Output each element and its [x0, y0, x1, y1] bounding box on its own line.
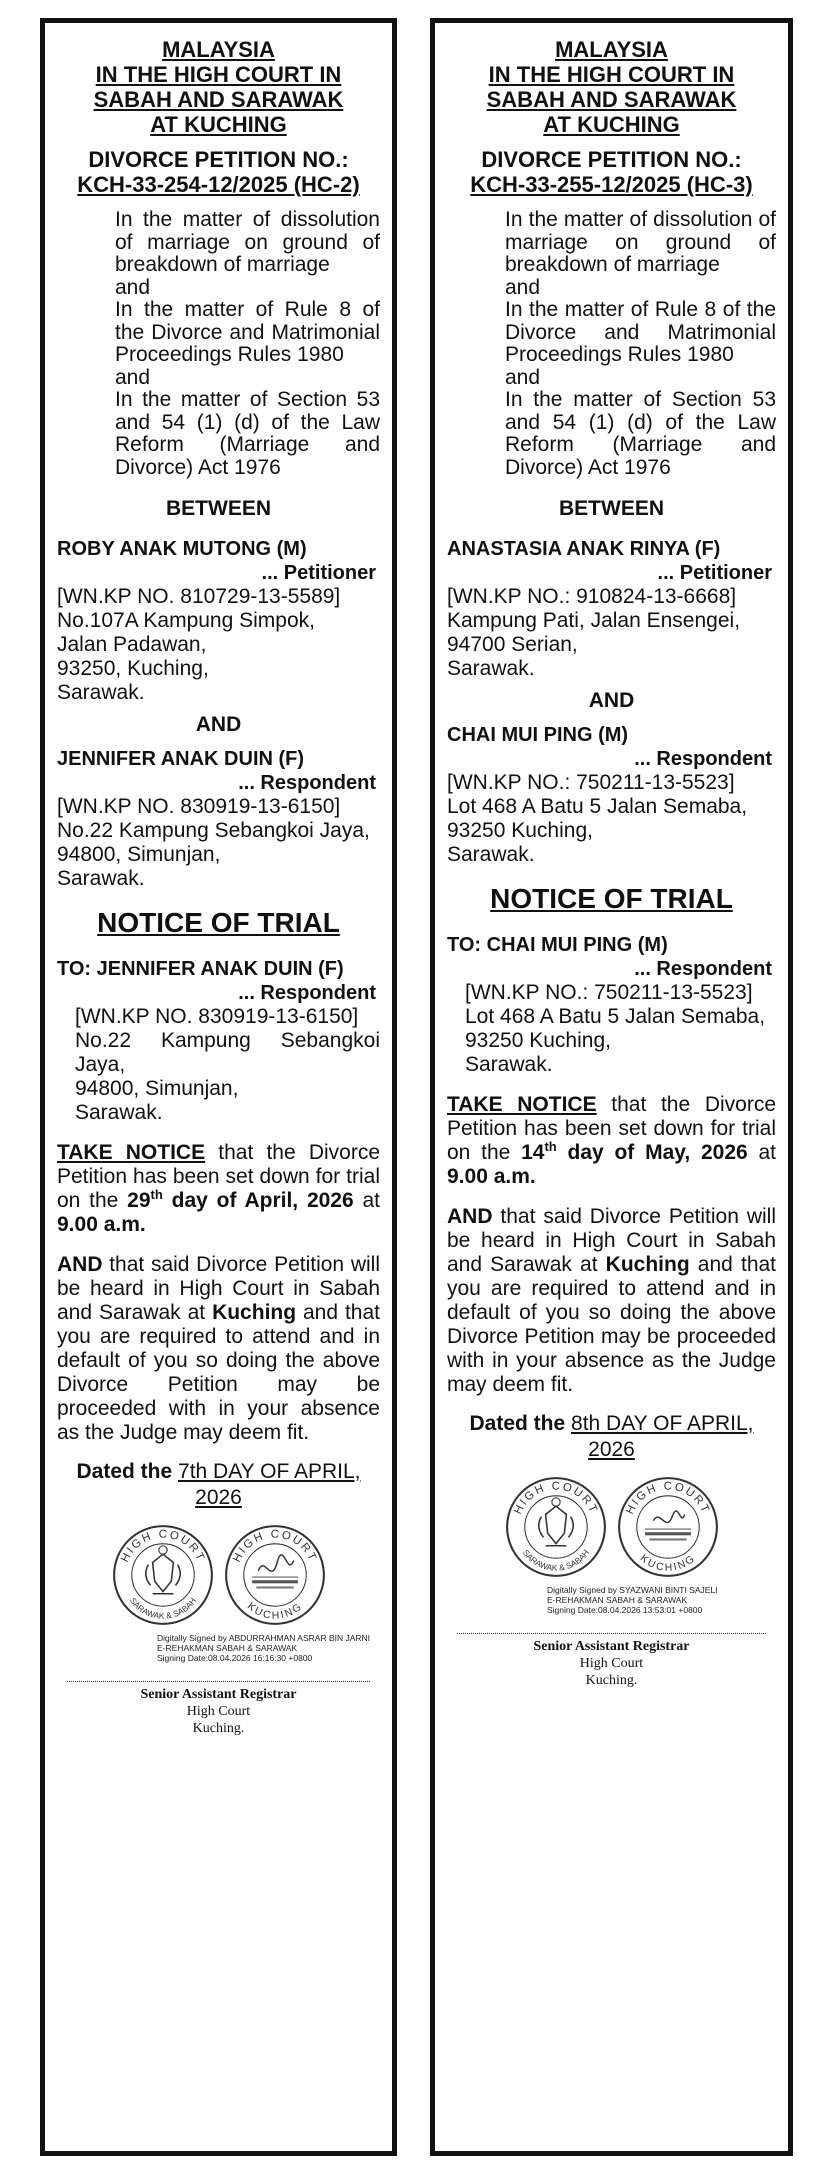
matter-and-2: and: [115, 365, 151, 389]
petitioner-address: [447, 585, 776, 681]
matter-2: In the matter of Rule 8 of the Divorce and Matrimonial Proceedings Rules 1980: [505, 298, 776, 366]
to-role: ... Respondent: [634, 958, 772, 980]
and-heading: AND: [195, 713, 242, 736]
dated-label: Dated the: [469, 1412, 572, 1435]
court-line-3: AT KUCHING: [543, 112, 680, 137]
seal-text: HIGH COURT: [511, 1480, 600, 1517]
petitioner-addr-3: Sarawak.: [447, 657, 535, 680]
signed-line-1: Digitally Signed by SYAZWANI BINTI SAJELI: [547, 1585, 718, 1595]
and-word: AND: [57, 1253, 103, 1276]
petitioner-address: [57, 585, 380, 705]
country-heading: MALAYSIA: [162, 37, 275, 62]
seal-text-2: HIGH COURT: [230, 1528, 319, 1565]
signature-line: [67, 1681, 370, 1682]
signed-line-3: Signing Date:08.04.2026 16:16:30 +0800: [157, 1653, 313, 1663]
court-line-1: IN THE HIGH COURT IN: [95, 62, 342, 87]
petitioner-ic: [WN.KP NO.: 910824-13-6668]: [447, 585, 737, 608]
notice-left: [40, 18, 397, 2156]
heard-paragraph: [57, 1253, 380, 1445]
country-heading: MALAYSIA: [555, 37, 668, 62]
between-heading: BETWEEN: [559, 497, 664, 520]
notice-text-1: that the Divorce Petition has been set down for trial on the: [57, 1141, 380, 1212]
matter-and-1: and: [115, 275, 151, 299]
petitioner-addr-2: 94700 Serian,: [447, 633, 578, 656]
notice-right: [430, 18, 793, 2156]
respondent-address: [57, 795, 380, 891]
matter-3: In the matter of Section 53 and 54 (1) (d) of the Law Reform (Marriage and Divorce) Act 1976: [505, 388, 776, 479]
respondent-role: ... Respondent: [634, 748, 772, 770]
respondent-address: [447, 771, 776, 867]
respondent-addr-3: Sarawak.: [447, 843, 535, 866]
dated-line: [57, 1459, 380, 1511]
matter-1: In the matter of dissolution of marriage on ground of breakdown of marriage: [115, 208, 380, 276]
registrar-title: Senior Assistant Registrar: [533, 1639, 690, 1654]
signature-seal-icon: [616, 1475, 720, 1579]
respondent-addr-1: No.22 Kampung Sebangkoi Jaya,: [57, 819, 370, 842]
seals-row: [447, 1475, 776, 1579]
seal-sub: SARAWAK & SABAH: [520, 1547, 591, 1573]
notice-text-2: at: [353, 1189, 380, 1212]
signed-line-2: E-REHAKMAN SABAH & SARAWAK: [157, 1643, 298, 1653]
signed-line-3: Signing Date:08.04.2026 13:53:01 +0800: [547, 1605, 703, 1615]
notice-title: NOTICE OF TRIAL: [490, 883, 733, 914]
seal-sub: SARAWAK & SABAH: [127, 1595, 198, 1621]
take-notice-paragraph: [57, 1141, 380, 1237]
between-heading: BETWEEN: [166, 497, 271, 520]
registrar-court: High Court: [186, 1704, 251, 1719]
notice-text-1: that the Divorce Petition has been set down for trial on the: [447, 1093, 776, 1164]
svg-text:HIGH COURT: [231, 1528, 319, 1564]
heard-place: Kuching: [212, 1301, 297, 1324]
petitioner-addr-1: Kampung Pati, Jalan Ensengei,: [447, 609, 741, 632]
notice-text-2: at: [747, 1141, 776, 1164]
take-notice-paragraph: [447, 1093, 776, 1189]
dated-label: Dated the: [76, 1460, 179, 1483]
petitioner-name: ANASTASIA ANAK RINYA (F): [447, 538, 721, 560]
respondent-ic: [WN.KP NO. 830919-13-6150]: [57, 795, 341, 818]
notice-title: NOTICE OF TRIAL: [97, 907, 340, 938]
svg-text:HIGH COURT: [624, 1480, 712, 1516]
court-seal-icon: [504, 1475, 608, 1579]
matter-and-1: and: [505, 275, 541, 299]
heard-text-2: and that you are required to attend and in default of you so doing the above Divorce Petition may be proceeded with in your absence as the Judge may deem fit.: [447, 1253, 777, 1396]
heard-place: Kuching: [605, 1253, 690, 1276]
petitioner-name: ROBY ANAK MUTONG (M): [57, 538, 307, 560]
trial-day: 29: [127, 1189, 151, 1212]
matter-and-2: and: [505, 365, 541, 389]
to-ic: [WN.KP NO.: 750211-13-5523]: [465, 981, 753, 1004]
registrar-place: Kuching.: [192, 1721, 245, 1736]
and-heading: AND: [588, 689, 635, 712]
petition-number: KCH-33-254-12/2025 (HC-2): [77, 172, 360, 197]
seal-sub-2: KUCHING: [637, 1552, 698, 1574]
matter-3: In the matter of Section 53 and 54 (1) (d) of the Law Reform (Marriage and Divorce) Act 1976: [115, 388, 380, 479]
to-role: ... Respondent: [238, 982, 376, 1004]
seal-text: HIGH COURT: [118, 1528, 207, 1565]
respondent-addr-2: 94800, Simunjan,: [57, 843, 221, 866]
petitioner-addr-4: Sarawak.: [57, 681, 145, 704]
court-line-1: IN THE HIGH COURT IN: [488, 62, 735, 87]
dated-line: [447, 1411, 776, 1463]
registrar-block: [57, 1686, 380, 1737]
trial-time: 9.00 a.m.: [57, 1213, 146, 1236]
seals-row: [57, 1523, 380, 1627]
registrar-court: High Court: [579, 1656, 644, 1671]
seal-sub-2: KUCHING: [244, 1600, 305, 1622]
heard-paragraph: [447, 1205, 776, 1397]
court-line-2: SABAH AND SARAWAK: [93, 87, 344, 112]
to-addr-2: 94800, Simunjan,: [75, 1077, 239, 1100]
trial-day: 14: [521, 1141, 545, 1164]
to-addr-1: No.22 Kampung Sebangkoi Jaya,: [75, 1029, 380, 1076]
court-line-3: AT KUCHING: [150, 112, 287, 137]
petitioner-ic: [WN.KP NO. 810729-13-5589]: [57, 585, 341, 608]
respondent-addr-2: 93250 Kuching,: [447, 819, 593, 842]
matter-2: In the matter of Rule 8 of the Divorce and Matrimonial Proceedings Rules 1980: [115, 298, 380, 366]
to-addr-1: Lot 468 A Batu 5 Jalan Semaba,: [465, 1005, 766, 1028]
matter-1: In the matter of dissolution of marriage on ground of breakdown of marriage: [505, 208, 776, 276]
signature-line: [457, 1633, 766, 1634]
respondent-addr-3: Sarawak.: [57, 867, 145, 890]
trial-day-suffix: th: [150, 1187, 163, 1202]
petitioner-role: ... Petitioner: [261, 562, 376, 584]
heard-text-2: and that you are required to attend and in default of you so doing the above Divorce Petition may be proceeded with in your absence as the Judge may deem fit.: [57, 1301, 380, 1444]
court-line-2: SABAH AND SARAWAK: [486, 87, 737, 112]
respondent-name: CHAI MUI PING (M): [447, 724, 629, 746]
registrar-place: Kuching.: [585, 1673, 638, 1688]
signed-line-2: E-REHAKMAN SABAH & SARAWAK: [547, 1595, 688, 1605]
to-name: TO: CHAI MUI PING (M): [447, 934, 668, 956]
matter-block: [115, 209, 380, 479]
to-addr-3: Sarawak.: [75, 1101, 163, 1124]
respondent-name: JENNIFER ANAK DUIN (F): [57, 748, 305, 770]
petition-label: DIVORCE PETITION NO.:: [88, 147, 349, 172]
dated-year: 2026: [588, 1438, 635, 1461]
heard-text-1: that said Divorce Petition will be heard in High Court in Sabah and Sarawak at: [57, 1253, 380, 1324]
to-ic: [WN.KP NO. 830919-13-6150]: [75, 1005, 359, 1028]
digital-signature: [157, 1633, 380, 1663]
to-address: [57, 1005, 380, 1125]
digital-signature: [547, 1585, 776, 1615]
petitioner-role: ... Petitioner: [657, 562, 772, 584]
petition-label: DIVORCE PETITION NO.:: [481, 147, 742, 172]
registrar-title: Senior Assistant Registrar: [140, 1687, 297, 1702]
to-addr-3: Sarawak.: [465, 1053, 553, 1076]
take-notice-label: TAKE NOTICE: [447, 1093, 597, 1116]
trial-time: 9.00 a.m.: [447, 1165, 536, 1188]
to-address: [447, 981, 776, 1077]
dated-year: 2026: [195, 1486, 242, 1509]
respondent-addr-1: Lot 468 A Batu 5 Jalan Semaba,: [447, 795, 748, 818]
petitioner-addr-3: 93250, Kuching,: [57, 657, 209, 680]
petition-number: KCH-33-255-12/2025 (HC-3): [470, 172, 753, 197]
petitioner-addr-2: Jalan Padawan,: [57, 633, 207, 656]
trial-month: day of May, 2026: [556, 1141, 748, 1164]
dated-value: 7th DAY OF APRIL,: [178, 1460, 361, 1483]
to-addr-2: 93250 Kuching,: [465, 1029, 611, 1052]
signed-line-1: Digitally Signed by ABDURRAHMAN ASRAR BIN JARNI: [157, 1633, 371, 1643]
court-seal-icon: [111, 1523, 215, 1627]
trial-day-suffix: th: [544, 1139, 557, 1154]
heard-text-1: that said Divorce Petition will be heard in High Court in Sabah and Sarawak at: [447, 1205, 776, 1276]
respondent-role: ... Respondent: [238, 772, 376, 794]
registrar-block: [447, 1638, 776, 1689]
dated-value: 8th DAY OF APRIL,: [571, 1412, 754, 1435]
trial-month: day of April, 2026: [162, 1189, 354, 1212]
take-notice-label: TAKE NOTICE: [57, 1141, 206, 1164]
to-name: TO: JENNIFER ANAK DUIN (F): [57, 958, 344, 980]
signature-seal-icon: [223, 1523, 327, 1627]
seal-text-2: HIGH COURT: [623, 1480, 712, 1517]
and-word: AND: [447, 1205, 493, 1228]
matter-block: [505, 209, 776, 479]
petitioner-addr-1: No.107A Kampung Simpok,: [57, 609, 315, 632]
respondent-ic: [WN.KP NO.: 750211-13-5523]: [447, 771, 735, 794]
